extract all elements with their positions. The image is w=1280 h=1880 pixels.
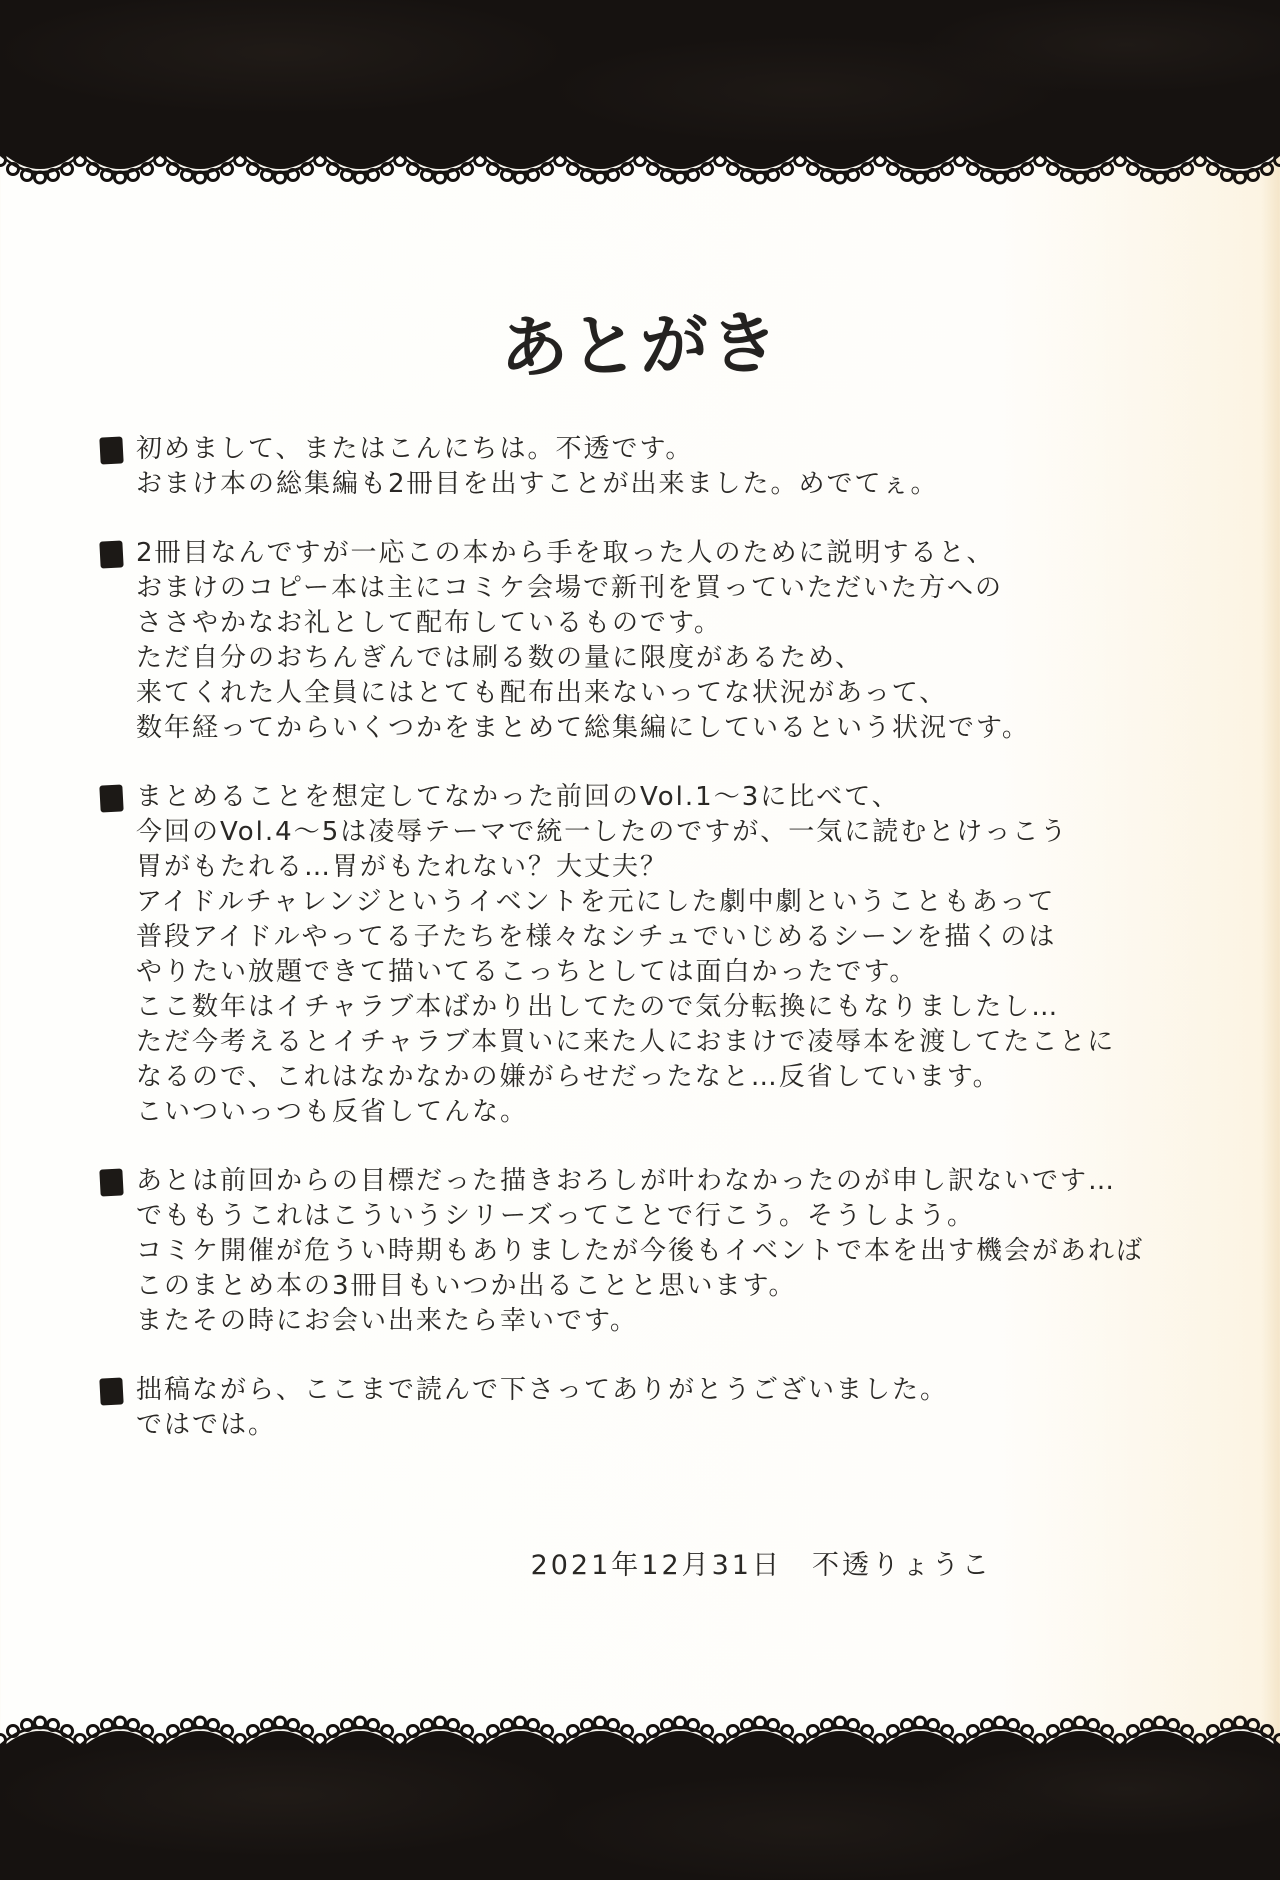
text-line: 初めまして、またはこんにちは。不透です。 xyxy=(136,434,694,464)
text-line: あとは前回からの目標だった描きおろしが叶わなかったのが申し訳ないです… xyxy=(136,1166,1117,1196)
text-line: ささやかなお礼として配布しているものです。 xyxy=(136,608,722,638)
bullet-square-icon xyxy=(99,540,123,568)
text-line: コミケ開催が危うい時期もありましたが今後もイベントで本を出す機会があれば xyxy=(136,1236,1145,1266)
text-line: 2冊目なんですが一応この本から手を取った人のために説明すると、 xyxy=(136,538,995,568)
text-line: ただ今考えるとイチャラブ本買いに来た人におまけで凌辱本を渡してたことに xyxy=(136,1027,1116,1057)
page-title: あとがき xyxy=(499,304,781,389)
text-line: こいついっつも反省してんな。 xyxy=(136,1097,529,1127)
text-line: まとめることを想定してなかった前回のVol.1〜3に比べて、 xyxy=(136,782,900,812)
top-black-band xyxy=(0,0,1280,150)
text-line: ここ数年はイチャラブ本ばかり出してたので気分転換にもなりましたし… xyxy=(136,992,1060,1022)
text-line: やりたい放題できて描いてるこっちとしては面白かったです。 xyxy=(136,957,918,987)
text-line: このまとめ本の3冊目もいつか出ることと思います。 xyxy=(136,1271,797,1301)
bullet-square-icon xyxy=(99,784,123,812)
afterword-body xyxy=(100,432,1200,1477)
text-line: でももうこれはこういうシリーズってことで行こう。そうしよう。 xyxy=(136,1201,975,1231)
bullet-square-icon xyxy=(99,436,123,464)
text-line: アイドルチャレンジというイベントを元にした劇中劇ということもあって xyxy=(136,887,1056,917)
text-line: 拙稿ながら、ここまで読んで下さってありがとうございました。 xyxy=(136,1375,949,1405)
text-line: 胃がもたれる…胃がもたれない？大丈夫？ xyxy=(136,852,669,882)
paragraph xyxy=(100,1373,1200,1443)
text-line: 普段アイドルやってる子たちを様々なシチュでいじめるシーンを描くのは xyxy=(136,922,1057,952)
text-line: またその時にお会い出来たら幸いです。 xyxy=(136,1306,638,1336)
paragraph xyxy=(100,1164,1200,1339)
text-line: ではでは。 xyxy=(136,1410,277,1440)
text-line: 数年経ってからいくつかをまとめて総集編にしているという状況です。 xyxy=(136,713,1030,743)
bullet-square-icon xyxy=(99,1168,123,1196)
text-line: なるので、これはなかなかの嫌がらせだったなと…反省しています。 xyxy=(136,1062,1001,1092)
text-line: ただ自分のおちんぎんでは刷る数の量に限度があるため、 xyxy=(136,643,863,673)
paragraph xyxy=(100,432,1200,502)
text-line: 今回のVol.4〜5は凌辱テーマで統一したのですが、一気に読むとけっこう xyxy=(136,817,1069,847)
paragraph xyxy=(100,536,1200,746)
text-line: 来てくれた人全員にはとても配布出来ないってな状況があって、 xyxy=(136,678,948,708)
bullet-square-icon xyxy=(99,1377,123,1405)
paragraph xyxy=(100,780,1200,1130)
bottom-black-band xyxy=(0,1750,1280,1880)
text-line: おまけのコピー本は主にコミケ会場で新刊を買っていただいた方への xyxy=(136,573,1003,603)
text-line: おまけ本の総集編も2冊目を出すことが出来ました。めでてぇ。 xyxy=(136,469,939,499)
lace-border-top-icon xyxy=(0,150,1280,190)
lace-border-bottom-icon xyxy=(0,1710,1280,1750)
date-author-signature: 2021年12月31日 不透りょうこ xyxy=(530,1550,992,1581)
